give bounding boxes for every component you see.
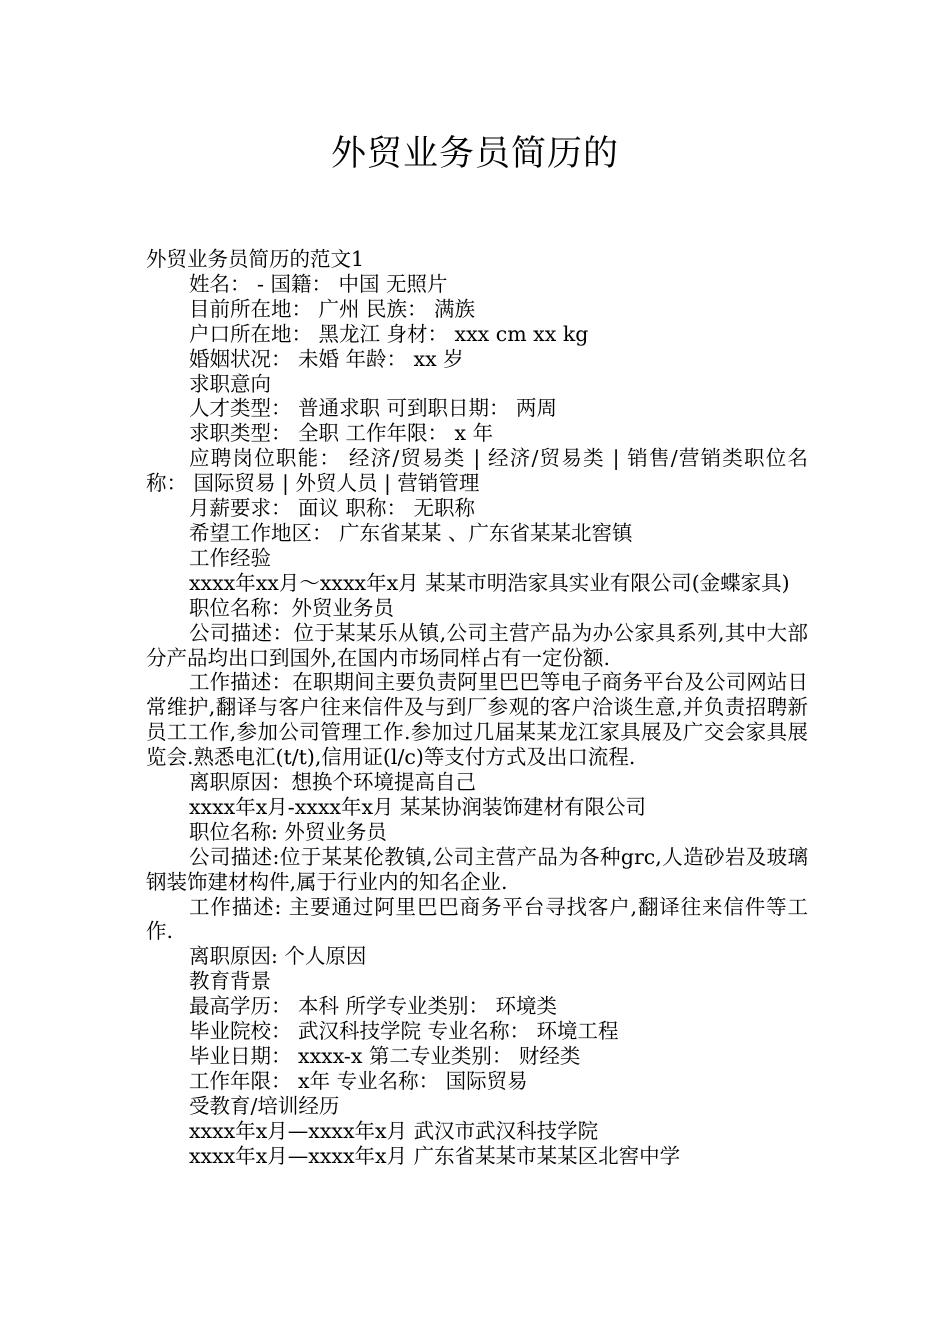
intent-job-type: 求职类型： 全职 工作年限： x 年 [189, 421, 494, 446]
intent-talent-type: 人才类型： 普通求职 可到职日期： 两周 [189, 396, 558, 421]
edu-degree: 最高学历： 本科 所学专业类别： 环境类 [189, 994, 558, 1019]
intent-salary: 月薪要求： 面议 职称： 无职称 [189, 496, 476, 521]
intent-positions: 应聘岗位职能： 经济/贸易类 | 经济/贸易类 | 销售/营销类职位名称： 国际贸易 | 外贸人员 | 营销管理 [146, 446, 808, 496]
job1-company-desc: 公司描述：位于某某乐从镇,公司主营产品为办公家具系列,其中大部分产品均出口到国外,在国内市场同样占有一定份额. [146, 620, 808, 670]
intent-region: 希望工作地区： 广东省某某 、广东省某某北窖镇 [189, 520, 633, 545]
job2-position: 职位名称: 外贸业务员 [189, 819, 387, 844]
document-title: 外贸业务员简历的 [330, 134, 619, 174]
job2-company-desc: 公司描述:位于某某伦教镇,公司主营产品为各种grc,人造砂岩及玻璃钢装饰建材构件,属于行业内的知名企业. [146, 844, 808, 894]
edu-school: 毕业院校： 武汉科技学院 专业名称： 环境工程 [189, 1019, 619, 1044]
section-training: 受教育/培训经历 [189, 1093, 340, 1118]
job1-position: 职位名称：外贸业务员 [189, 595, 394, 620]
edu-work-years: 工作年限： x年 专业名称： 国际贸易 [189, 1068, 528, 1093]
document-body [146, 247, 808, 1169]
personal-name-nationality: 姓名： - 国籍： 中国 无照片 [189, 271, 448, 296]
personal-location-ethnicity: 目前所在地： 广州 民族： 满族 [189, 296, 476, 321]
job1-work-desc: 工作描述：在职期间主要负责阿里巴巴等电子商务平台及公司网站日常维护,翻译与客户往来信件及与到厂参观的客户洽谈生意,并负责招聘新员工工作,参加公司管理工作.参加过几届某某龙江家具展及广交会家具展览会.熟悉电汇(t/t),信用证(l/c)等支付方式及出口流程. [146, 670, 808, 770]
section-education: 教育背景 [189, 969, 271, 994]
job2-period-company: xxxx年x月-xxxx年x月 某某协润装饰建材有限公司 [189, 794, 647, 819]
edu-graduation: 毕业日期： xxxx-x 第二专业类别： 财经类 [189, 1044, 581, 1068]
job2-leave-reason: 离职原因: 个人原因 [189, 944, 367, 969]
section-job-intent: 求职意向 [189, 371, 271, 396]
job1-leave-reason: 离职原因：想换个环境提高自己 [189, 770, 476, 795]
job2-work-desc: 工作描述: 主要通过阿里巴巴商务平台寻找客户,翻译往来信件等工作. [146, 894, 808, 944]
training-item: xxxx年x月—xxxx年x月 武汉市武汉科技学院 [189, 1118, 599, 1143]
section-work-experience: 工作经验 [189, 545, 271, 570]
job1-period-company: xxxx年xx月～xxxx年x月 某某市明浩家具实业有限公司(金蝶家具) [189, 570, 790, 595]
training-item: xxxx年x月—xxxx年x月 广东省某某市某某区北窖中学 [189, 1143, 681, 1168]
personal-marital-age: 婚姻状况： 未婚 年龄： xx 岁 [189, 346, 464, 371]
personal-hukou-figure: 户口所在地： 黑龙江 身材： xxx cm xx kg [189, 321, 589, 346]
resume-heading: 外贸业务员简历的范文1 [146, 247, 365, 271]
